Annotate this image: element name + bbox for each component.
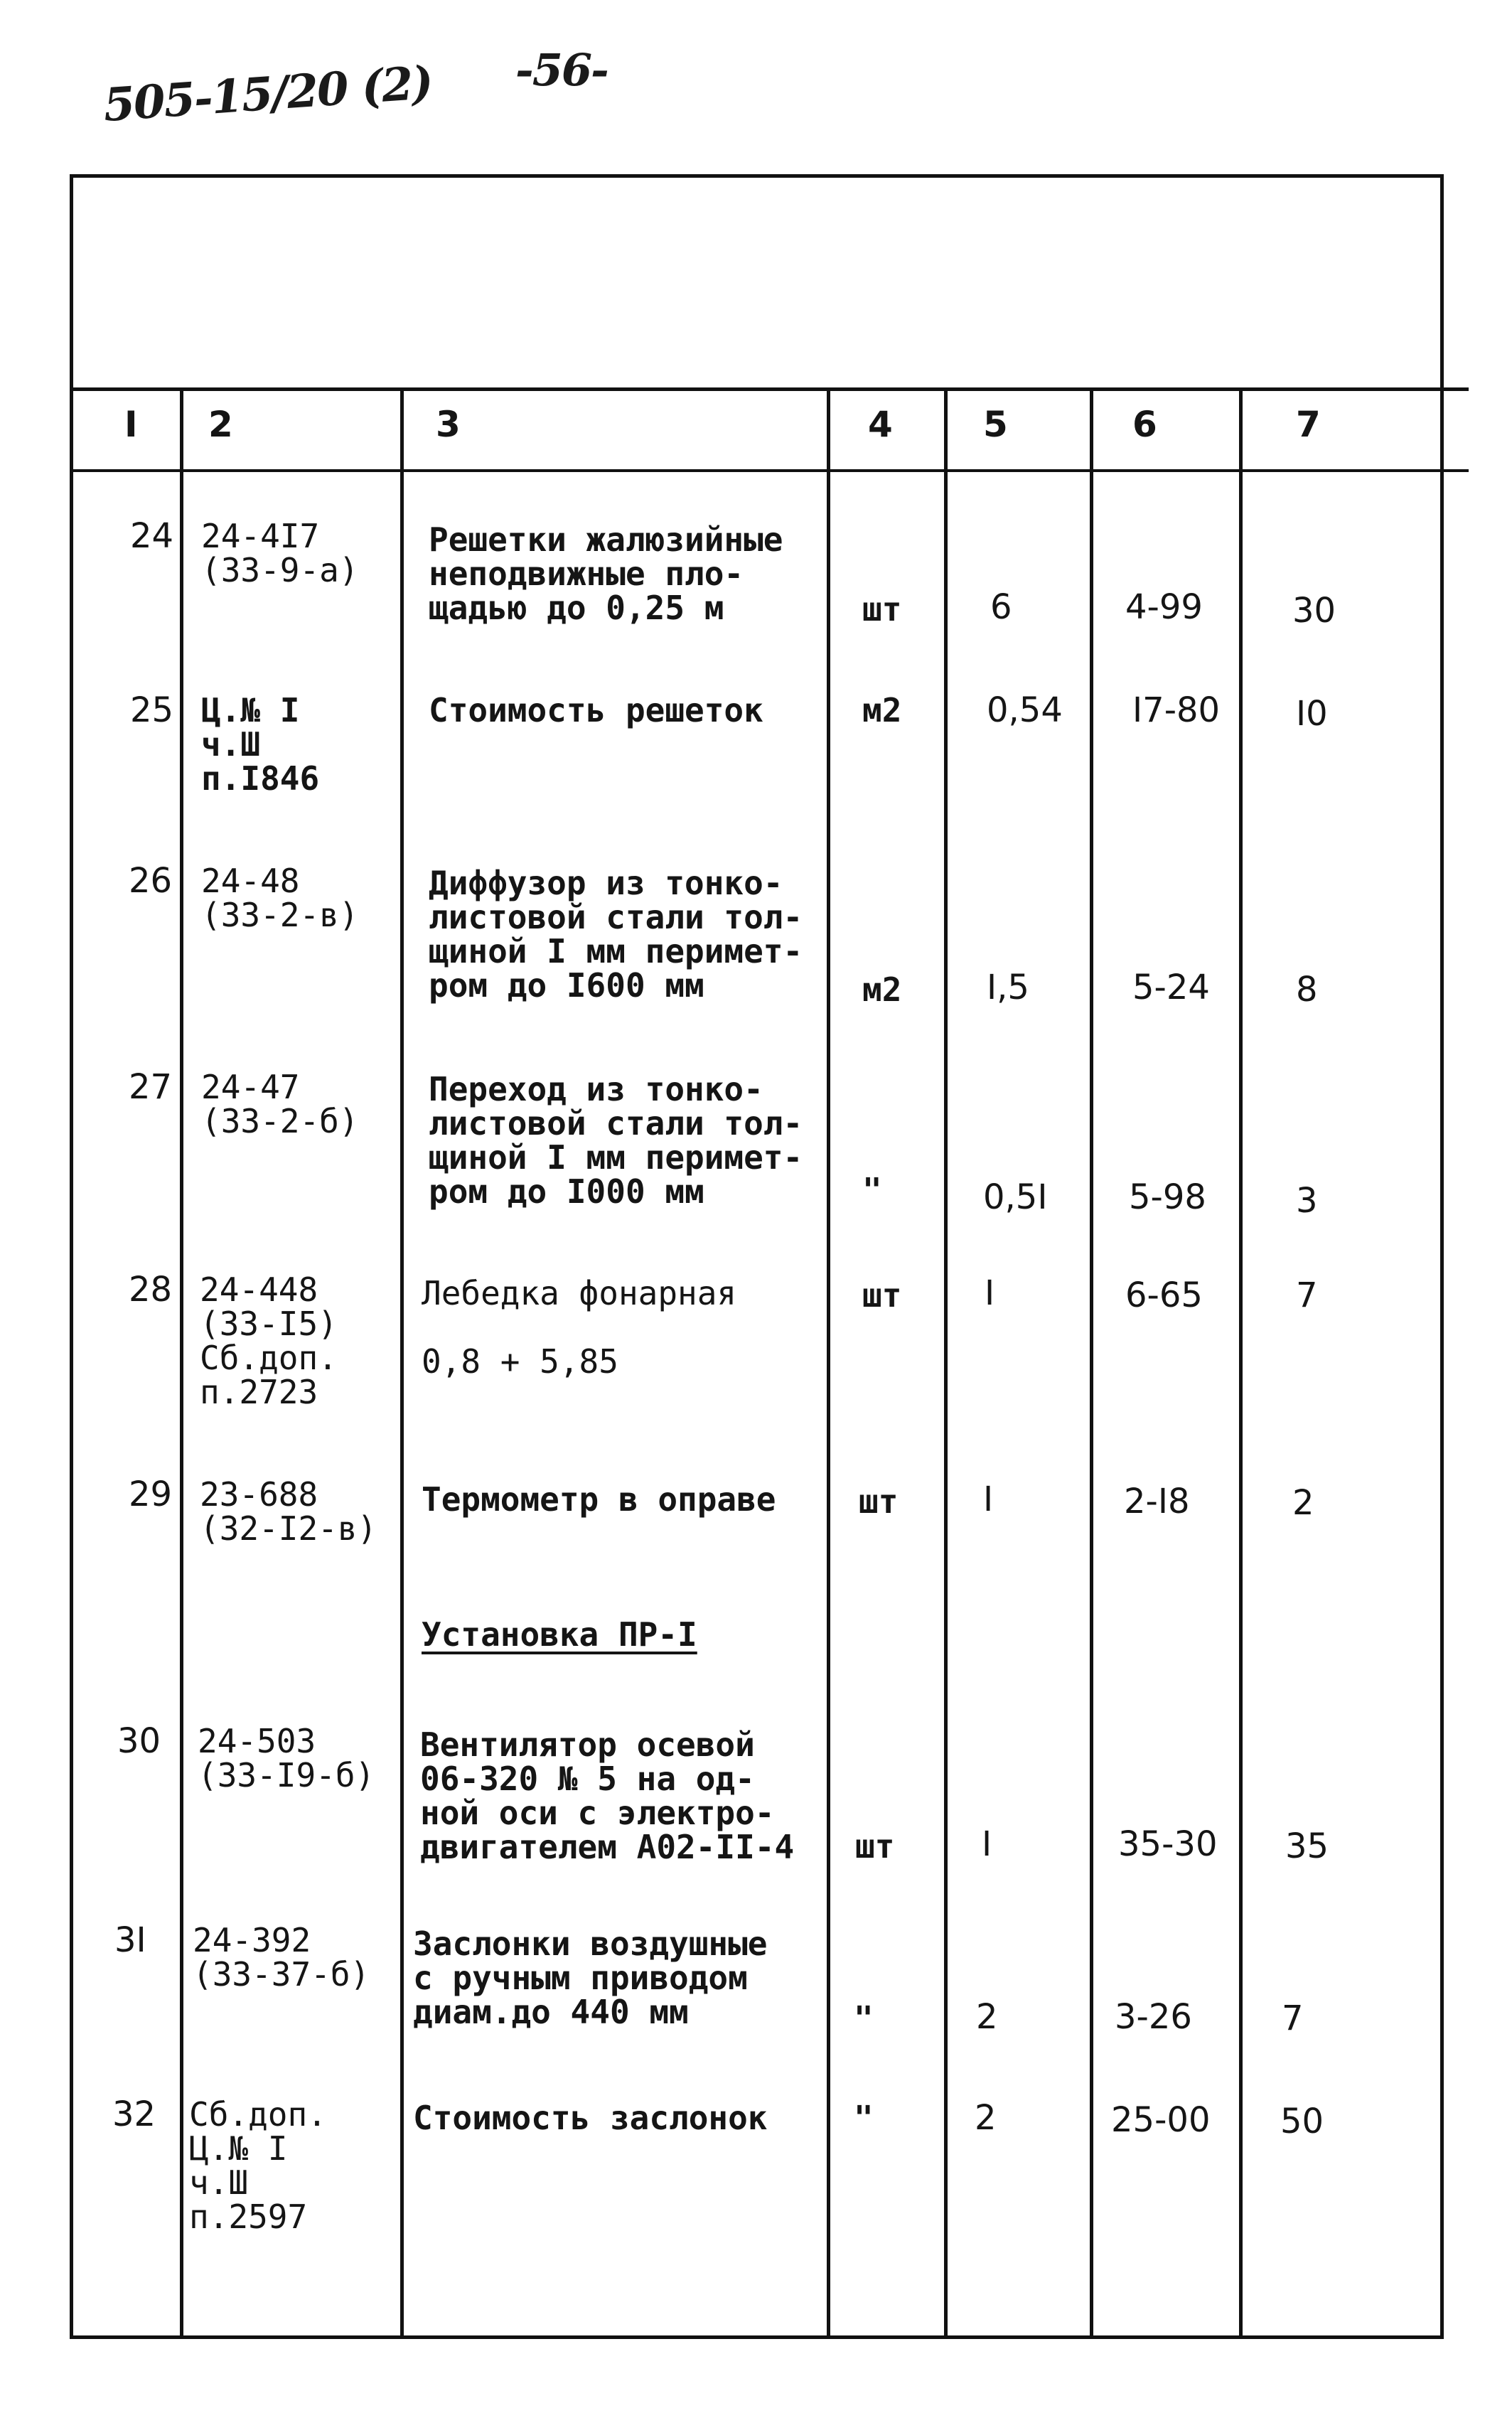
row-number: 3I — [114, 1920, 146, 1960]
row-quantity: 0,54 — [987, 690, 1063, 730]
row-description: Решетки жалюзийные неподвижные пло- щадью до 0,25 м — [429, 520, 783, 627]
row-description: Стоимость решеток — [429, 691, 763, 729]
row-number: 26 — [129, 861, 173, 901]
section-heading: Установка ПР-I — [422, 1615, 697, 1654]
column-header-6: 6 — [1132, 404, 1157, 445]
row-number: 25 — [130, 690, 174, 730]
row-code: 24-392 (33-37-б) — [193, 1921, 370, 1994]
row-code: 23-688 (32-I2-в) — [200, 1475, 377, 1548]
row-code: 24-503 (33-I9-б) — [198, 1722, 375, 1794]
row-unit-price: 5-24 — [1132, 968, 1210, 1007]
row-unit-price: 35-30 — [1118, 1824, 1218, 1864]
row-total: 7 — [1282, 1998, 1304, 2038]
row-unit: шт — [862, 590, 902, 628]
document-code: 505-15/20 (2) — [101, 55, 434, 133]
estimate-table — [70, 174, 1444, 2339]
row-total: 30 — [1292, 591, 1336, 631]
row-unit: шт — [855, 1827, 895, 1866]
column-header-2: 2 — [208, 404, 233, 445]
row-quantity: I,5 — [987, 968, 1029, 1007]
row-description: Стоимость заслонок — [413, 2099, 768, 2137]
row-quantity: I — [985, 1273, 995, 1313]
row-number: 30 — [117, 1721, 161, 1761]
row-number: 27 — [129, 1067, 173, 1107]
row-unit: м2 — [862, 691, 902, 729]
row-unit-price: 6-65 — [1125, 1275, 1203, 1315]
row-unit-price: I7-80 — [1132, 690, 1221, 730]
row-code: 24-4I7 (33-9-а) — [201, 517, 359, 589]
row-number: 24 — [130, 516, 174, 556]
column-header-1: I — [124, 404, 138, 445]
row-quantity: 2 — [975, 2098, 997, 2138]
row-unit: " — [854, 2099, 874, 2137]
row-quantity: 2 — [976, 1997, 998, 2037]
row-total: 2 — [1292, 1483, 1314, 1523]
row-description: Вентилятор осевой 06-320 № 5 на од- ной оси с электро- двигателем А02-II-4 — [420, 1725, 795, 1866]
row-code: 24-448 (33-I5) Сб.доп. п.2723 — [200, 1270, 338, 1411]
row-unit-price: 2-I8 — [1124, 1482, 1190, 1521]
row-code: Ц.№ I ч.Ш п.I846 — [201, 691, 320, 798]
row-code: 24-47 (33-2-б) — [201, 1068, 359, 1140]
column-divider — [827, 387, 830, 2335]
row-code: 24-48 (33-2-в) — [201, 862, 359, 934]
row-unit-price: 5-98 — [1129, 1177, 1206, 1217]
row-description: Термометр в оправе — [422, 1480, 776, 1519]
row-unit-price: 3-26 — [1115, 1997, 1192, 2037]
row-quantity: 6 — [990, 587, 1012, 627]
row-total: 7 — [1296, 1275, 1318, 1315]
row-total: 3 — [1296, 1181, 1318, 1221]
row-total: I0 — [1296, 694, 1328, 734]
row-number: 28 — [129, 1270, 173, 1310]
row-description: Заслонки воздушные с ручным приводом диам.до 440 мм — [413, 1925, 768, 2031]
column-header-3: 3 — [436, 404, 461, 445]
row-quantity: I — [983, 1479, 994, 1519]
row-number: 32 — [112, 2094, 156, 2134]
header-bottom-line — [73, 469, 1469, 472]
column-divider — [1239, 387, 1243, 2335]
row-unit-price: 25-00 — [1111, 2100, 1211, 2140]
row-unit: " — [854, 1999, 874, 2038]
row-quantity: 0,5I — [983, 1177, 1048, 1217]
column-header-5: 5 — [983, 404, 1008, 445]
row-description: Диффузор из тонко- листовой стали тол- щиной I мм перимет- ром до I600 мм — [429, 864, 803, 1005]
header-top-line — [73, 387, 1469, 391]
row-code: Сб.доп. Ц.№ I ч.Ш п.2597 — [189, 2095, 327, 2236]
row-unit-price: 4-99 — [1125, 587, 1203, 627]
row-total: 35 — [1285, 1826, 1329, 1866]
column-header-4: 4 — [868, 404, 893, 445]
row-quantity: I — [982, 1824, 992, 1864]
row-description: Лебедка фонарная 0,8 + 5,85 — [422, 1274, 737, 1381]
row-number: 29 — [129, 1475, 173, 1514]
row-description: Переход из тонко- листовой стали тол- щиной I мм перимет- ром до I000 мм — [429, 1070, 803, 1211]
row-unit: " — [862, 1171, 882, 1209]
row-total: 50 — [1280, 2102, 1324, 2141]
column-divider — [180, 387, 183, 2335]
column-divider — [400, 387, 404, 2335]
row-total: 8 — [1296, 970, 1318, 1010]
row-unit: шт — [859, 1482, 899, 1521]
row-unit: м2 — [862, 970, 902, 1009]
column-divider — [1090, 387, 1093, 2335]
column-header-7: 7 — [1296, 404, 1321, 445]
page-number: -56- — [515, 44, 608, 96]
column-divider — [944, 387, 948, 2335]
row-unit: шт — [862, 1276, 902, 1315]
